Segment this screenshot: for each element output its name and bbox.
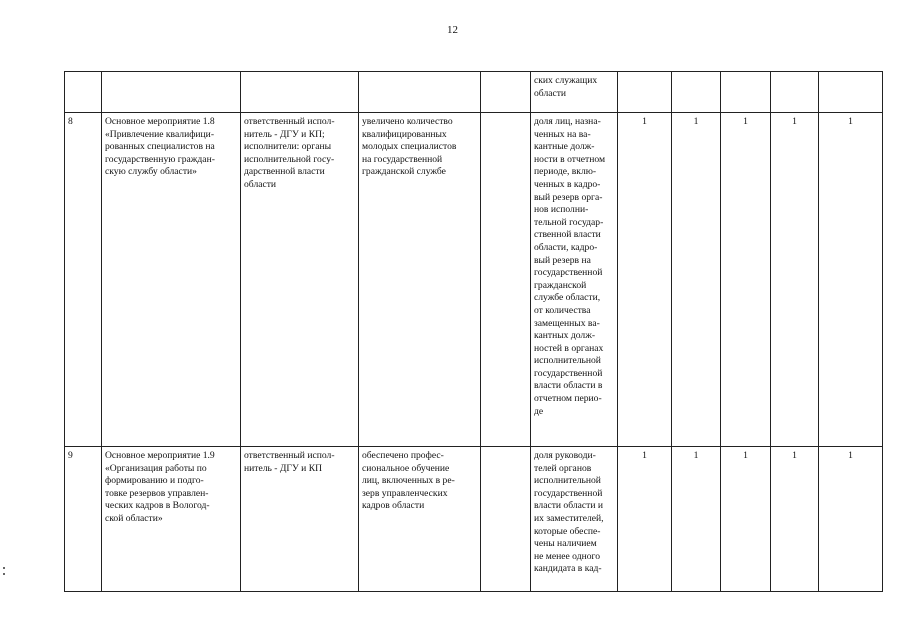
value-cell: 1: [672, 113, 721, 447]
value-cell: 1: [721, 113, 771, 447]
executors-cell: ответственный испол- нитель - ДГУ и КП; исполнители: органы исполнительной госу- дарственной власти области: [241, 113, 359, 447]
table-cell-empty: [771, 72, 819, 113]
indicator-cell: доля лиц, назна- ченных на ва- кантные долж- ности в отчетном периоде, вклю- ченных в кадро- вый резерв орга- нов исполни- тельной государ- ственной власти области, кадро- вый резерв на государственной гражданской службе области, от количества замещенных ва- кантных долж- ностей в органах исполнительной государственной власти области в отчетном перио- де: [531, 113, 618, 447]
table-cell-empty: [481, 72, 531, 113]
table-cell-empty: [819, 72, 883, 113]
table-cell-empty: [618, 72, 672, 113]
table-cell-empty: [359, 72, 481, 113]
measure-cell: Основное мероприятие 1.8 «Привлечение квалифици- рованных специалистов на государственную граждан- скую службу области»: [102, 113, 241, 447]
table-cell-empty: [481, 113, 531, 447]
indicator-cell: доля руководи- телей органов исполнительной государственной власти области и их заместителей, которые обеспе- чены наличием не менее одного кандидата в кад-: [531, 447, 618, 592]
scan-edge-mark: [3, 573, 5, 575]
result-cell: обеспечено профес- сиональное обучение лиц, включенных в ре- зерв управленческих кадров области: [359, 447, 481, 592]
value-cell: 1: [819, 113, 883, 447]
value-cell: 1: [819, 447, 883, 592]
table-cell-empty: [102, 72, 241, 113]
table-row: [65, 447, 883, 592]
value-cell: 1: [618, 447, 672, 592]
value-cell: 1: [771, 447, 819, 592]
program-measures-table: [64, 71, 883, 592]
table-row: [65, 113, 883, 447]
table-cell-empty: [721, 72, 771, 113]
indicator-cell: ских служащих области: [531, 72, 618, 113]
table-cell-empty: [65, 72, 102, 113]
value-cell: 1: [771, 113, 819, 447]
result-cell: увеличено количество квалифицированных молодых специалистов на государственной гражданской службе: [359, 113, 481, 447]
value-cell: 1: [618, 113, 672, 447]
scan-edge-mark: [3, 567, 5, 569]
page-number: 12: [447, 24, 458, 36]
table-cell-empty: [241, 72, 359, 113]
value-cell: 1: [721, 447, 771, 592]
row-index: 8: [65, 113, 102, 447]
measure-cell: Основное мероприятие 1.9 «Организация работы по формированию и подго- товке резервов управлен- ческих кадров в Вологод- ской области»: [102, 447, 241, 592]
executors-cell: ответственный испол- нитель - ДГУ и КП: [241, 447, 359, 592]
table-cell-empty: [481, 447, 531, 592]
table-row-continuation: [65, 72, 883, 113]
row-index: 9: [65, 447, 102, 592]
value-cell: 1: [672, 447, 721, 592]
table-cell-empty: [672, 72, 721, 113]
